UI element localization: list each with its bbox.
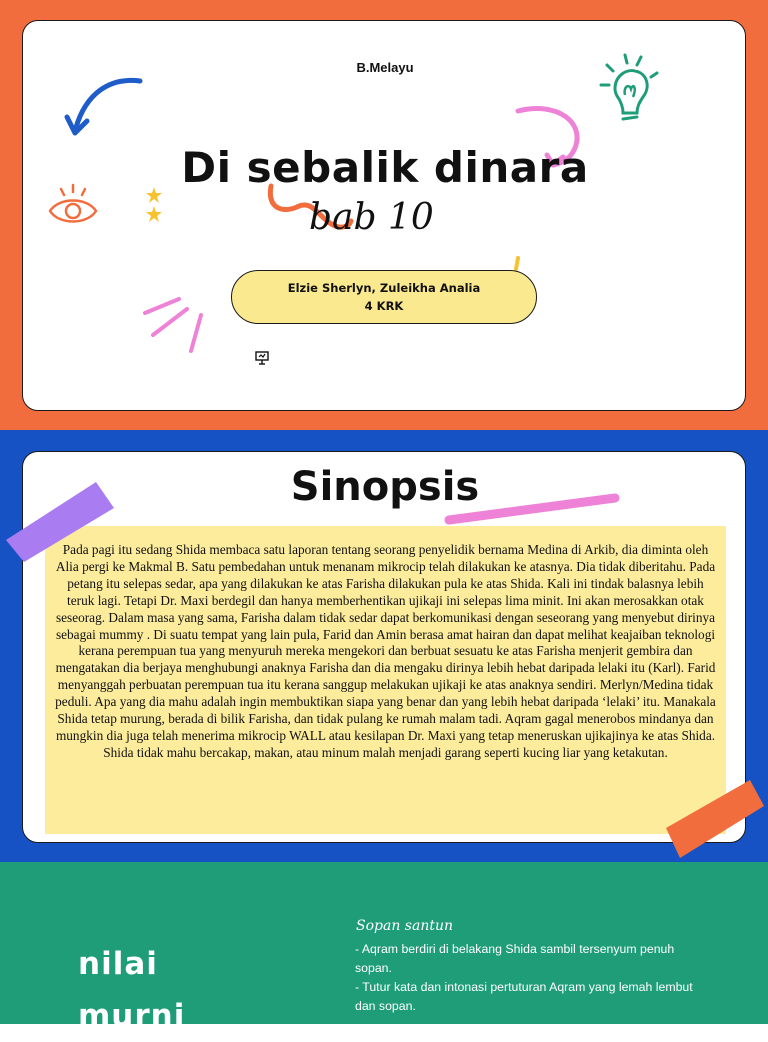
eye-icon [47, 181, 99, 231]
star-icon [145, 187, 163, 223]
synopsis-title: Sinopsis [290, 464, 480, 510]
authors-names: Elzie Sherlyn, Zuleikha Analia [287, 281, 481, 295]
pink-strokes-decoration [141, 293, 211, 357]
authors-pill [231, 270, 537, 324]
synopsis-box [45, 526, 726, 834]
value-point: - Tutur kata dan intonasi pertuturan Aqram yang lemah lembut dan sopan. [355, 980, 693, 1013]
values-heading-line2: murni [78, 998, 186, 1034]
cover-card [22, 20, 746, 411]
subject-label: B.Melayu [356, 60, 414, 75]
value-title: Sopan santun [356, 918, 454, 934]
authors-class: 4 KRK [364, 299, 404, 313]
value-point: - Aqram berdiri di belakang Shida sambil tersenyum penuh sopan. [355, 942, 675, 975]
chapter-title: bab 10 [309, 197, 434, 238]
synopsis-text: Pada pagi itu sedang Shida membaca satu laporan tentang seorang penyelidik bernama Medina di Arkib, dia diminta oleh Alia pergi ke Makmal B. Satu pembedahan untuk menanam mikrocip telah dilakukan ke atasnya. Dia tidak diberitahu. Pada petang itu selepas sedar, apa yang dilakukan ke atas Farisha dilakukan pula ke atas Shida. Kali ini tindak balasnya lebih teruk lagi. Tetapi Dr. Maxi berdegil dan hanya memberhentikan ujikaji ini selepas lima minit. Ini akan merosakkan otak seseorag. Dalam masa yang sama, Farisha dalam tidak sedar dapat berkomunikasi dengan seseorang yang menyebut dirinya sebagai mummy . Di suatu tempat yang lain pula, Farid dan Amin berasa amat hairan dan dapat melihat keajaiban teknologi kerana perempuan tua yang menyuruh mereka mengekori dan berbuat sesuatu ke atas Farisha menjerit gembira dan mengatakan dia berjaya menghubungi anaknya Farisha dan dia mengaku dirinya lebih hebat daripada lelaki itu (Karl). Farid menyanggah perbuatan perempuan tua itu kerana sanggup melakukan ujikaji ke atas anaknya sendiri. Merlyn/Medina tidak peduli. Apa yang dia mahu adalah ingin membuktikan siapa yang benar dan yang lebih hebat daripada ‘lelaki’ itu. Manakala Shida tetap murung, berada di bilik Farisha, dan tidak pulang ke rumah malam tadi. Aqram gagal menerobos mindanya dan mungkin dia juga telah menerima mikrocip WALL atau kesilapan Dr. Maxi yang tetap meneruskan ujikajinya ke atas Shida. Shida tidak mahu bercakap, makan, atau minum malah menjadi garang seperti kucing liar yang ketakutan. [55, 542, 716, 760]
values-heading [78, 938, 185, 1042]
synopsis-card [22, 451, 746, 843]
curved-arrow-icon [65, 73, 145, 143]
values-heading-line1: nilai [78, 946, 158, 982]
main-title: Di sebalik dinara [181, 143, 589, 192]
value-points [355, 940, 705, 1016]
lightbulb-icon [597, 51, 667, 131]
orange-tape-decoration [664, 778, 766, 862]
presenter-icon[interactable] [255, 351, 269, 365]
purple-tape-decoration [4, 478, 116, 562]
